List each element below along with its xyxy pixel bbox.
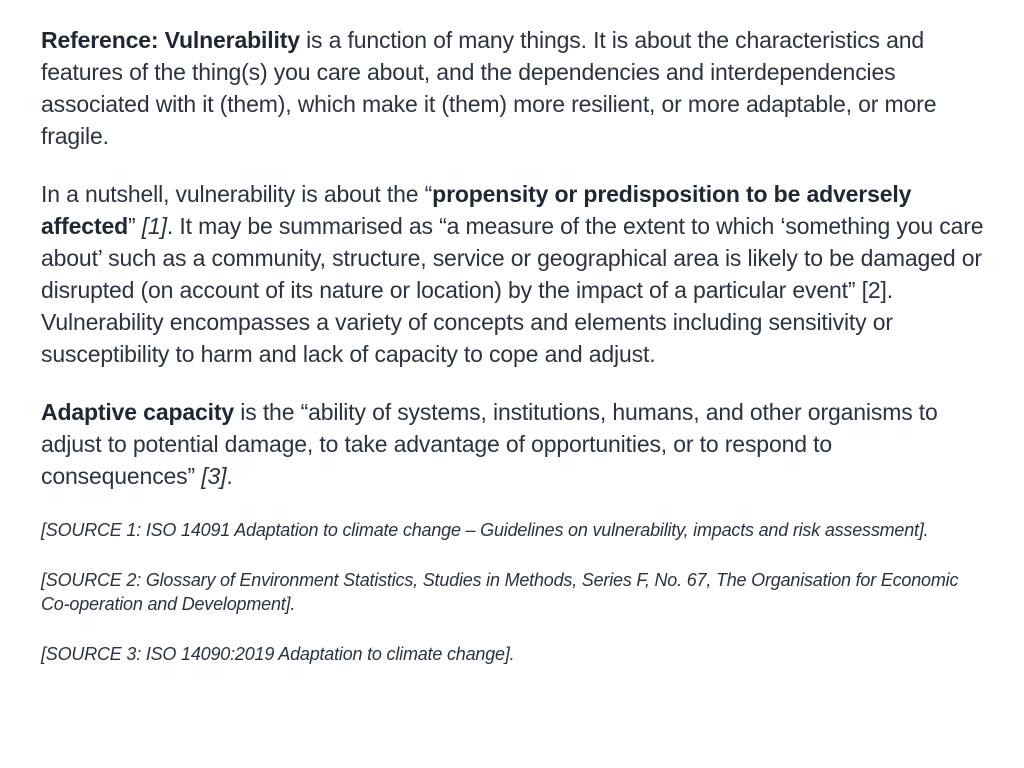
adaptive-capacity-definition: is the “ability of systems, institutions, humans, and other organisms to adjust to potential damage, to take advantage of opportunities, or to respond to consequences” bbox=[41, 399, 938, 489]
source-3: [SOURCE 3: ISO 14090:2019 Adaptation to climate change]. bbox=[41, 644, 515, 664]
reference-3: [3] bbox=[201, 463, 227, 489]
source-1: [SOURCE 1: ISO 14091 Adaptation to climate change – Guidelines on vulnerability, impacts and risk assessment]. bbox=[41, 520, 929, 540]
vulnerability-paragraph bbox=[41, 24, 991, 152]
vulnerability-definition: is a function of many things. It is about the characteristics and features of the thing(s) you care about, and the dependencies and interdependencies associated with it (them), which make it (them) more resilient, or more adaptable, or more fragile. bbox=[41, 27, 937, 149]
nutshell-lead: In a nutshell, vulnerability is about the “ bbox=[41, 181, 433, 207]
nutshell-emphasis: propensity or predisposition to be adversely affected bbox=[41, 181, 912, 239]
adaptive-capacity-term: Adaptive capacity bbox=[41, 399, 235, 425]
reference-1: [1] bbox=[141, 213, 167, 239]
document-body bbox=[41, 24, 991, 692]
vulnerability-term: Reference: Vulnerability bbox=[41, 27, 300, 53]
adaptive-capacity-end: . bbox=[226, 463, 233, 489]
nutshell-text: . It may be summarised as “a measure of the extent to which ‘something you care about’ such as a community, structure, service or geographical area is likely to be damaged or disrupted (on account of its nature or location) by the impact of a particular event” [2]. Vulnerability encompasses a variety of concepts and elements including sensitivity or susceptibility to harm and lack of capacity to cope and adjust. bbox=[41, 213, 984, 367]
sources-list bbox=[41, 518, 991, 666]
source-2: [SOURCE 2: Glossary of Environment Statistics, Studies in Methods, Series F, No. 67, The Organisation for Economic Co-operation and Development]. bbox=[41, 570, 959, 614]
nutshell-paragraph bbox=[41, 178, 991, 370]
adaptive-capacity-paragraph bbox=[41, 396, 991, 492]
nutshell-close-quote: ” bbox=[128, 213, 142, 239]
